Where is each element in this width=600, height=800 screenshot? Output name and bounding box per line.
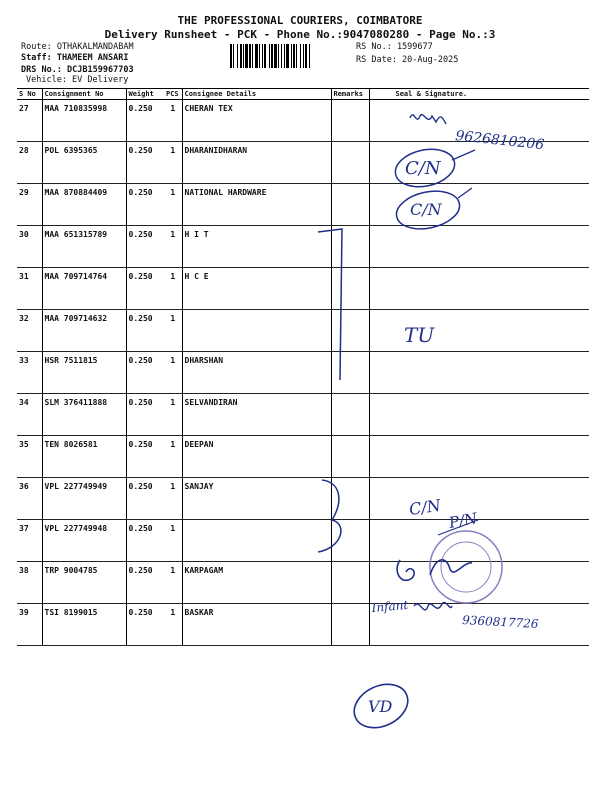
- row-sno: 29: [17, 184, 42, 226]
- barcode-bar: [284, 44, 285, 68]
- table-row: [17, 394, 589, 436]
- row-signature: [369, 478, 589, 520]
- row-consignee: [182, 310, 331, 352]
- barcode-bar: [262, 44, 263, 68]
- row-weight: 0.250: [126, 310, 164, 352]
- barcode-bar: [249, 44, 251, 68]
- row-consignee: SANJAY: [182, 478, 331, 520]
- row-weight: 0.250: [126, 100, 164, 142]
- row-consignee: CHERAN TEX: [182, 100, 331, 142]
- row-signature: [369, 100, 589, 142]
- barcode-bar: [291, 44, 292, 68]
- handwritten-cn-row28: C/N: [405, 158, 441, 179]
- row-signature: [369, 268, 589, 310]
- row-sno: 35: [17, 436, 42, 478]
- row-pcs: 1: [164, 478, 182, 520]
- row-signature: [369, 142, 589, 184]
- row-sno: 30: [17, 226, 42, 268]
- route-info: Route: OTHAKALMANDABAM: [21, 42, 134, 52]
- table-row: [17, 562, 589, 604]
- row-consignee: [182, 520, 331, 562]
- row-consignee: SELVANDIRAN: [182, 394, 331, 436]
- col-consignment: Consignment No: [42, 89, 126, 100]
- row-pcs: 1: [164, 226, 182, 268]
- row-signature: [369, 562, 589, 604]
- row-pcs: 1: [164, 604, 182, 646]
- table-row: [17, 520, 589, 562]
- barcode: [230, 44, 352, 68]
- row-consignment: POL 6395365: [42, 142, 126, 184]
- rs-date: RS Date: 20-Aug-2025: [356, 55, 459, 65]
- row-pcs: 1: [164, 268, 182, 310]
- table-header-row: [17, 89, 589, 100]
- row-weight: 0.250: [126, 226, 164, 268]
- row-consignee: NATIONAL HARDWARE: [182, 184, 331, 226]
- row-consignment: HSR 7511815: [42, 352, 126, 394]
- row-remarks: [331, 352, 369, 394]
- row-consignee: H I T: [182, 226, 331, 268]
- row-consignment: MAA 651315789: [42, 226, 126, 268]
- row-weight: 0.250: [126, 184, 164, 226]
- barcode-bar: [293, 44, 295, 68]
- barcode-bar: [233, 44, 234, 68]
- row-signature: [369, 352, 589, 394]
- row-sno: 39: [17, 604, 42, 646]
- bottom-circle-mark: [347, 676, 415, 736]
- barcode-bar: [269, 44, 270, 68]
- col-sno: S No: [17, 89, 42, 100]
- table-row: [17, 100, 589, 142]
- runsheet-subtitle: Delivery Runsheet - PCK - Phone No.:9047080280 - Page No.:3: [104, 28, 496, 41]
- row-weight: 0.250: [126, 268, 164, 310]
- handwritten-phone-row27: 9626810206: [454, 128, 545, 154]
- row-sno: 28: [17, 142, 42, 184]
- barcode-bar: [264, 44, 266, 68]
- row-weight: 0.250: [126, 562, 164, 604]
- row-signature: [369, 310, 589, 352]
- barcode-bar: [271, 44, 273, 68]
- row-pcs: 1: [164, 436, 182, 478]
- barcode-bar: [286, 44, 289, 68]
- barcode-bar: [303, 44, 304, 68]
- row-pcs: 1: [164, 142, 182, 184]
- staff-info: [21, 53, 128, 64]
- table-row: [17, 268, 589, 310]
- row-pcs: 1: [164, 562, 182, 604]
- runsheet-table: [17, 88, 589, 646]
- row-consignee: KARPAGAM: [182, 562, 331, 604]
- row-pcs: 1: [164, 394, 182, 436]
- row-signature: [369, 184, 589, 226]
- row-weight: 0.250: [126, 436, 164, 478]
- col-remarks: Remarks: [331, 89, 369, 100]
- row-remarks: [331, 604, 369, 646]
- barcode-bar: [259, 44, 260, 68]
- row-consignment: TSI 8199015: [42, 604, 126, 646]
- handwritten-phone-row39: 9360817726: [461, 613, 539, 631]
- staff-value: Staff: THAMEEM ANSARI: [21, 53, 129, 63]
- row-weight: 0.250: [126, 478, 164, 520]
- row-consignment: MAA 709714632: [42, 310, 126, 352]
- barcode-bar: [237, 44, 238, 68]
- vehicle-info: Vehicle: EV Delivery: [26, 75, 129, 85]
- company-title: THE PROFESSIONAL COURIERS, COIMBATORE: [177, 14, 423, 27]
- col-consignee: Consignee Details: [182, 89, 331, 100]
- barcode-bar: [281, 44, 282, 68]
- row-consignment: MAA 870884409: [42, 184, 126, 226]
- row-consignment: SLM 376411888: [42, 394, 126, 436]
- row-sno: 38: [17, 562, 42, 604]
- table-row: [17, 226, 589, 268]
- row-consignee: BASKAR: [182, 604, 331, 646]
- row-sno: 36: [17, 478, 42, 520]
- row-signature: [369, 604, 589, 646]
- row-consignee: DHARSHAN: [182, 352, 331, 394]
- row-weight: 0.250: [126, 520, 164, 562]
- row-weight: 0.250: [126, 142, 164, 184]
- row-sno: 31: [17, 268, 42, 310]
- table-row: [17, 436, 589, 478]
- rs-number: RS No.: 1599677: [356, 42, 433, 52]
- barcode-bar: [300, 44, 301, 68]
- row-consignment: TEN 8026581: [42, 436, 126, 478]
- table-row: [17, 310, 589, 352]
- row-consignee: DHARANIDHARAN: [182, 142, 331, 184]
- col-weight: Weight: [126, 89, 164, 100]
- row-remarks: [331, 436, 369, 478]
- row-consignment: MAA 710835998: [42, 100, 126, 142]
- row-signature: [369, 436, 589, 478]
- handwritten-tu-row32: TU: [404, 323, 435, 347]
- row-sno: 27: [17, 100, 42, 142]
- row-remarks: [331, 478, 369, 520]
- table-row: [17, 478, 589, 520]
- row-remarks: [331, 142, 369, 184]
- row-remarks: [331, 184, 369, 226]
- row-pcs: 1: [164, 352, 182, 394]
- drs-value: DRS No.: DCJB159967703: [21, 65, 134, 75]
- barcode-bar: [309, 44, 310, 68]
- row-consignee: DEEPAN: [182, 436, 331, 478]
- row-consignment: TRP 9004785: [42, 562, 126, 604]
- barcode-bar: [305, 44, 307, 68]
- table-row: [17, 352, 589, 394]
- handwritten-bottom-mark: VD: [368, 697, 393, 716]
- barcode-bar: [245, 44, 248, 68]
- row-pcs: 1: [164, 310, 182, 352]
- row-sno: 33: [17, 352, 42, 394]
- row-sno: 34: [17, 394, 42, 436]
- row-consignment: VPL 227749949: [42, 478, 126, 520]
- row-remarks: [331, 394, 369, 436]
- row-remarks: [331, 562, 369, 604]
- col-signature: Seal & Signature.: [369, 89, 589, 100]
- barcode-bar: [278, 44, 279, 68]
- row-signature: [369, 520, 589, 562]
- barcode-bar: [240, 44, 242, 68]
- barcode-bar: [296, 44, 297, 68]
- row-weight: 0.250: [126, 352, 164, 394]
- table-row: [17, 184, 589, 226]
- row-remarks: [331, 310, 369, 352]
- row-weight: 0.250: [126, 394, 164, 436]
- row-consignment: VPL 227749948: [42, 520, 126, 562]
- row-remarks: [331, 100, 369, 142]
- barcode-bar: [255, 44, 258, 68]
- col-pcs: PCS: [164, 89, 182, 100]
- row-consignee: H C E: [182, 268, 331, 310]
- table-row: [17, 142, 589, 184]
- row-pcs: 1: [164, 520, 182, 562]
- row-weight: 0.250: [126, 604, 164, 646]
- row-signature: [369, 394, 589, 436]
- handwritten-pn-row37: P/N: [447, 509, 479, 532]
- row-signature: [369, 226, 589, 268]
- row-remarks: [331, 268, 369, 310]
- row-pcs: 1: [164, 100, 182, 142]
- barcode-bar: [274, 44, 277, 68]
- row-sno: 37: [17, 520, 42, 562]
- barcode-bar: [230, 44, 232, 68]
- table-row: [17, 604, 589, 646]
- handwritten-cn-row36: C/N: [407, 495, 442, 519]
- row-sno: 32: [17, 310, 42, 352]
- handwritten-name-row39: Infant: [371, 597, 409, 615]
- row-pcs: 1: [164, 184, 182, 226]
- row-remarks: [331, 520, 369, 562]
- barcode-bar: [252, 44, 253, 68]
- barcode-bar: [243, 44, 244, 68]
- row-remarks: [331, 226, 369, 268]
- row-consignment: MAA 709714764: [42, 268, 126, 310]
- handwritten-cn-row29: C/N: [410, 200, 442, 219]
